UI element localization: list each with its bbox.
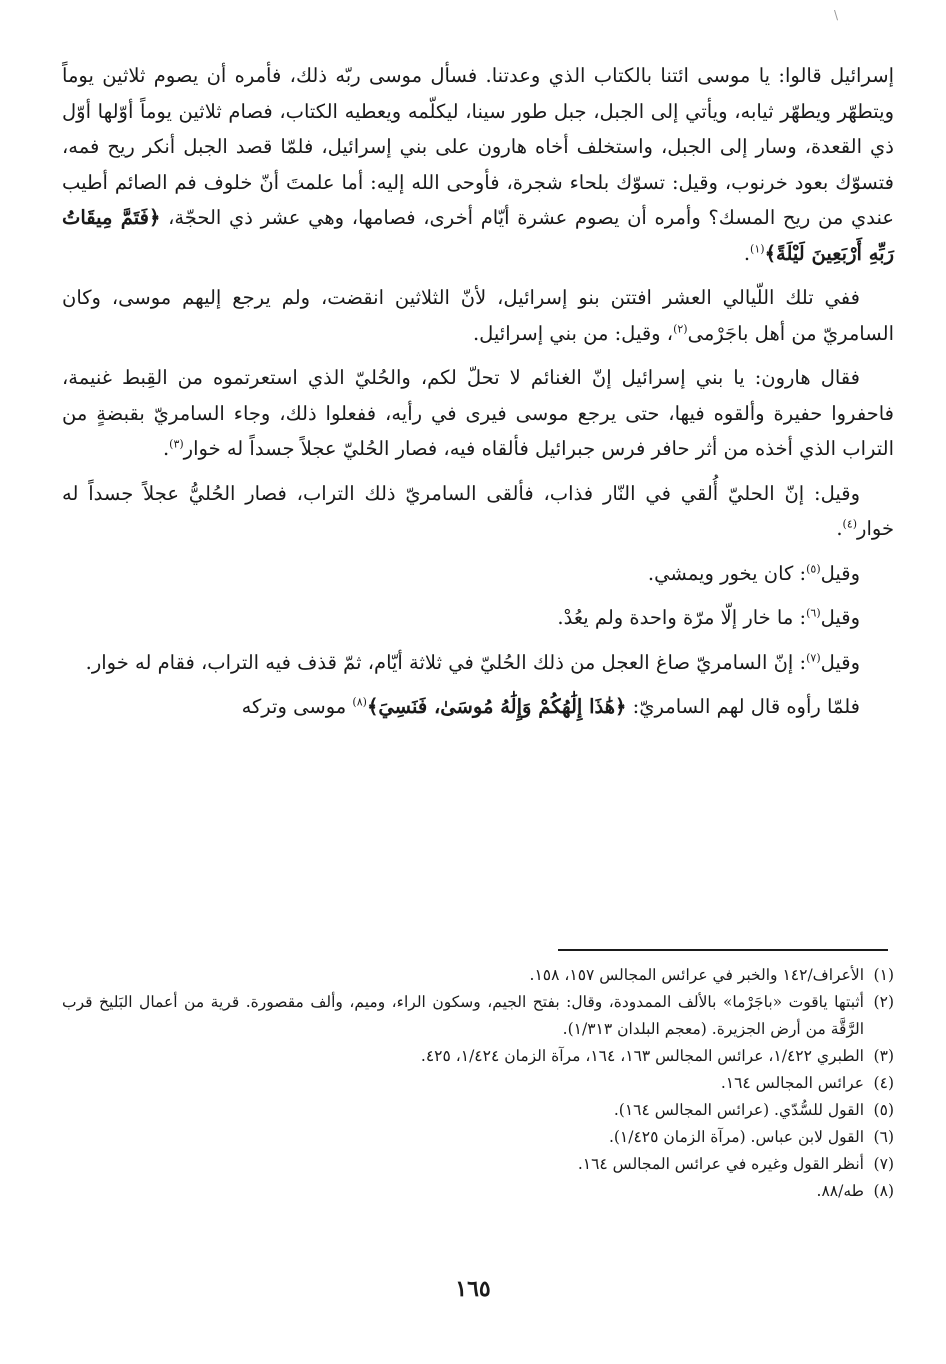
footnote-text: طه/٨٨. (816, 1182, 864, 1200)
page-number: ١٦٥ (455, 1276, 491, 1302)
footnote (62, 1043, 894, 1070)
footnote-divider (558, 949, 888, 951)
footnote-number: (٦) (873, 1128, 894, 1146)
paragraph (62, 58, 894, 271)
paragraph (62, 360, 894, 467)
footnote-text: الأعراف/١٤٢ والخبر في عرائس المجالس ١٥٧، ١٥٨. (529, 966, 864, 984)
footnote (62, 989, 894, 1043)
footnote-marker[interactable]: (٧) (806, 651, 821, 664)
footnote-number: (١) (873, 966, 894, 984)
footnote (62, 1070, 894, 1097)
footnote-text: أنظر القول وغيره في عرائس المجالس ١٦٤. (577, 1155, 864, 1173)
paragraph-text: : كان يخور ويمشي. (647, 561, 807, 585)
paragraph-text: . (743, 241, 751, 265)
paragraph-text: وقيل (820, 650, 860, 674)
paragraph-text: . (162, 437, 170, 460)
footnote-text: أثبتها ياقوت «باجَرْما» بالألف الممدودة، وقال: بفتح الجيم، وسكون الراء، وميم، وألف مقصورة. قرية من أعمال البَليخ قرب الرَّقَّة من أرض الجزيرة. (معجم البلدان ١/٣١٣). (62, 993, 864, 1038)
footnote-number: (٧) (873, 1155, 894, 1173)
footnote-text: القول لابن عباس. (مرآة الزمان ١/٤٢٥). (608, 1128, 864, 1146)
footnote-marker[interactable]: (٢) (673, 322, 688, 335)
footnote (62, 1097, 894, 1124)
quran-quote: ﴿فَتَمَّ مِيقَاتُ رَبِّهِ أَرْبَعِينَ لَيْلَةً﴾ (62, 206, 894, 265)
quran-quote: ﴿هَٰذَا إِلَٰهُكُمْ وَإِلَٰهُ مُوسَىٰ، فَنَسِيَ﴾ (366, 695, 627, 718)
footnote-marker[interactable]: (٣) (169, 437, 184, 451)
paragraph-text: فلمّا رأوه قال لهم السامريّ: (632, 695, 860, 718)
main-text (62, 58, 894, 734)
paragraph-text: : ما خار إلّا مرّة واحدة ولم يعُدْ. (557, 606, 807, 629)
paragraph-text: وقيل: إنّ الحليّ أُلقي في النّار فذاب، فألقى السامريّ ذلك التراب، فصار الحُليُّ عجلاً جسداً له خوار (62, 481, 894, 540)
paragraph-text: موسى وتركه (241, 695, 347, 718)
paragraph (62, 645, 894, 681)
footnote-number: (٨) (873, 1182, 894, 1200)
paragraph (62, 689, 894, 725)
footnote-number: (٥) (873, 1101, 894, 1119)
paragraph-text: . (836, 517, 843, 540)
footnote-marker[interactable]: (١) (750, 242, 765, 255)
footnote-marker[interactable]: (٥) (806, 562, 821, 575)
footnote-marker[interactable]: (٨) (352, 695, 367, 709)
footnote (62, 1124, 894, 1151)
footnotes (62, 962, 894, 1205)
footnote-text: عرائس المجالس ١٦٤. (720, 1074, 864, 1092)
paragraph (62, 556, 894, 592)
corner-mark: \ (833, 8, 838, 22)
paragraph-text: فقال هارون: يا بني إسرائيل إنّ الغنائم لا تحلّ لكم، والحُليّ الذي استعرتموه من القِبط غنيمة، فاحفروا حفيرة وألقوه فيها، حتى يرجع موسى فيرى في رأيه، ففعلوا ذلك، وجاء السامريّ بقبضةٍ من التراب الذي أخذه من أثر حافر فرس جبرائيل فألقاه فيه، فصار الحُليّ عجلاً جسداً له خوار (62, 366, 894, 460)
paragraph-text: وقيل (820, 561, 860, 585)
footnote-number: (٣) (873, 1047, 894, 1065)
footnote-text: القول للسُّدّي. (عرائس المجالس ١٦٤). (613, 1101, 864, 1119)
footnote-marker[interactable]: (٤) (842, 517, 858, 531)
paragraph-text: ، وقيل: من بني إسرائيل. (472, 321, 674, 345)
paragraph (62, 476, 894, 547)
paragraph-text: ففي تلك اللّيالي العشر افتتن بنو إسرائيل، لأنّ الثلاثين انقضت، ولم يرجع إليهم موسى، وكان السامريّ من أهل باجَرْمى (62, 286, 894, 345)
footnote-marker[interactable]: (٦) (806, 606, 821, 620)
footnote (62, 962, 894, 989)
paragraph (62, 280, 894, 351)
paragraph-text: وقيل (820, 606, 860, 629)
paragraph-text: : إنّ السامريّ صاغ العجل من ذلك الحُليّ في ثلاثة أيّام، ثمّ قذف فيه التراب، فقام له خوار. (85, 650, 807, 674)
paragraph (62, 600, 894, 636)
footnote-text: الطبري ١/٤٢٢، عرائس المجالس ١٦٣، ١٦٤، مرآة الزمان ١/٤٢٤، ٤٢٥. (420, 1047, 864, 1065)
footnote (62, 1178, 894, 1205)
paragraph-text: إسرائيل قالوا: يا موسى ائتنا بالكتاب الذي وعدتنا. فسأل موسى ربّه ذلك، فأمره أن يصوم ثلاثين يوماً ويتطهّر ويطهّر ثيابه، ويأتي إلى الجبل، جبل طور سينا، ليكلّمه ويعطيه الكتاب، فصام ثلاثين يوماً أوّلها أوّل ذي القعدة، وسار إلى الجبل، واستخلف أخاه هارون على بني إسرائيل، فلمّا قصد الجبل أنكر ريح فمه، فتسوّك بعود خرنوب، وقيل: تسوّك بلحاء شجرة، فأوحى الله إليه: أما علمتَ أنّ خلوف فم الصائم أطيب عندي من ريح المسك؟ وأمره أن يصوم عشرة أيّام أخرى، فصامها، وهي عشر ذي الحجّة، (62, 64, 895, 229)
footnote-number: (٢) (873, 993, 894, 1011)
footnote-number: (٤) (873, 1074, 894, 1092)
footnote (62, 1151, 894, 1178)
